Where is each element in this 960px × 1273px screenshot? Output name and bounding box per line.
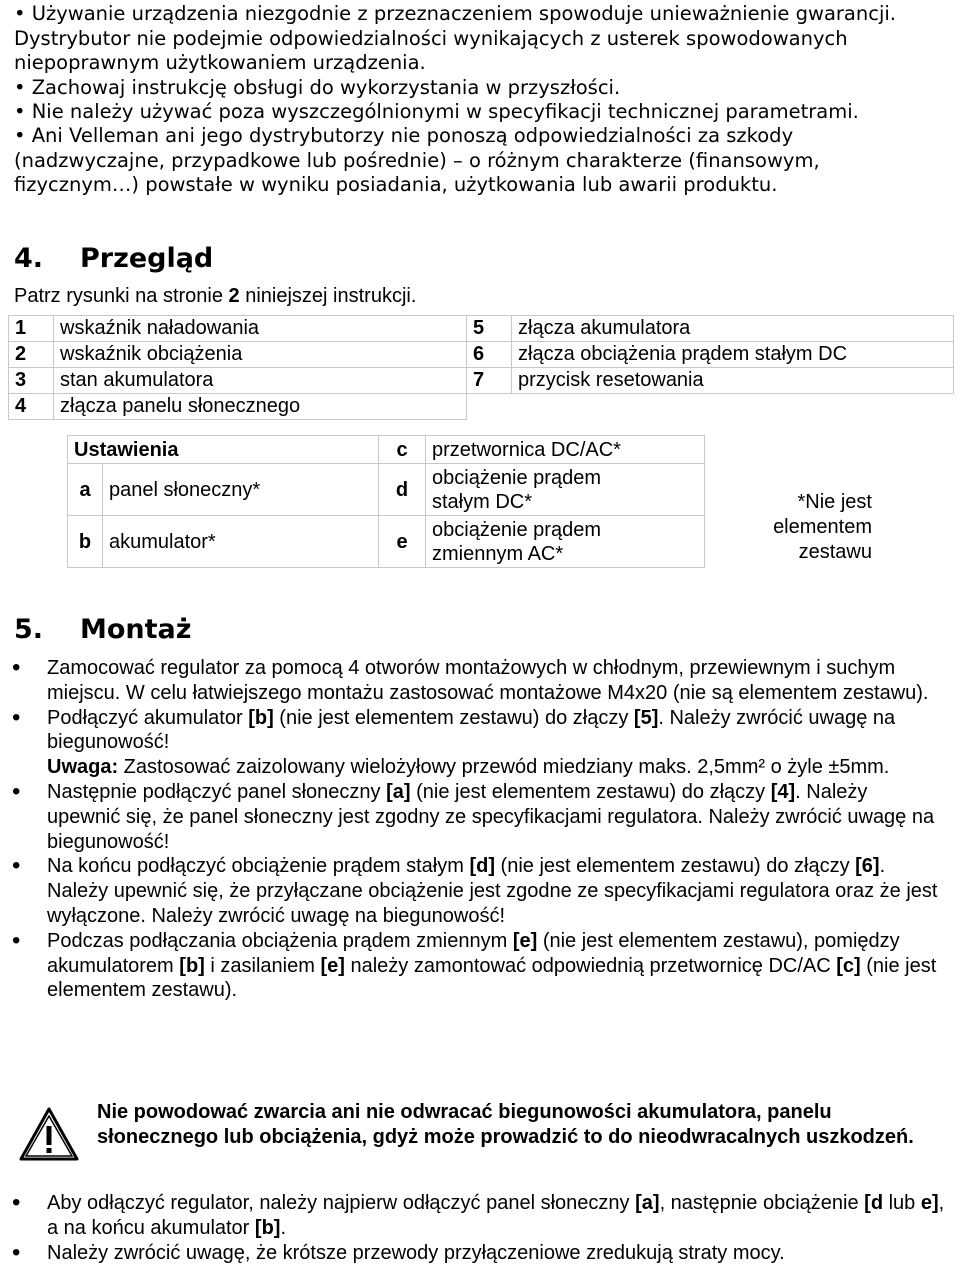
list-item: • Należy zwrócić uwagę, że krótsze przewody przyłączeniowe zredukują straty mocy.	[0, 1241, 960, 1266]
settings-label: przetwornica DC/AC*	[426, 436, 705, 464]
item-label: złącza akumulatora	[512, 316, 954, 342]
list-item: • Aby odłączyć regulator, należy najpierw odłączyć panel słoneczny [a], następnie obciążenie [d lub e], a na końcu akumulator [b].	[0, 1191, 960, 1241]
section-5-number: 5.	[14, 614, 44, 645]
item-label: złącza obciążenia prądem stałym DC	[512, 342, 954, 368]
settings-label: panel słoneczny*	[103, 464, 379, 516]
table-row	[9, 368, 954, 394]
disconnect-steps	[0, 1191, 960, 1265]
list-item: • Następnie podłączyć panel słoneczny [a] (nie jest elementem zestawu) do złączy [4]. Należy upewnić się, że panel słoneczny jest zgodny ze specyfikacjami regulatora. Należy zwrócić uwagę na biegunowość!	[0, 780, 960, 854]
item-label: stan akumulatora	[54, 368, 467, 394]
settings-label: obciążenie prądem zmiennym AC*	[426, 516, 705, 568]
settings-header: Ustawienia	[68, 436, 379, 464]
table-row	[9, 394, 954, 420]
item-label: złącza panelu słonecznego	[54, 394, 467, 420]
intro-bullet-liability: • Ani Velleman ani jego dystrybutorzy nie ponoszą odpowiedzialności za szkody (nadzwyczajne, przypadkowe lub pośrednie) – o różnym charakterze (finansowym, fizycznym…) powstałe w wyniku posiadania, użytkowania lub awarii produktu.	[14, 124, 820, 196]
list-item: • Na końcu podłączyć obciążenie prądem stałym [d] (nie jest elementem zestawu) do złączy [6]. Należy upewnić się, że przyłączane obciążenie jest zgodne ze specyfikacjami regulatora oraz że jest wyłączone. Należy zwrócić uwagę na biegunowość!	[0, 854, 960, 928]
table-row	[9, 316, 954, 342]
intro-bullet-parameters: • Nie należy używać poza wyszczególnionymi w specyfikacji technicznej parametrami.	[14, 100, 859, 123]
intro-bullet-warranty: • Używanie urządzenia niezgodnie z przeznaczeniem spowoduje unieważnienie gwarancji. Dystrybutor nie podejmie odpowiedzialności wynikających z usterek spowodowanych niepoprawnym użytkowaniem urządzenia.	[14, 2, 896, 74]
section-4-heading	[14, 243, 213, 275]
item-number: 4	[9, 394, 54, 420]
warning-triangle-icon	[18, 1106, 80, 1162]
section-5-title: Montaż	[80, 614, 192, 645]
settings-letter: e	[379, 516, 426, 568]
settings-letter: a	[68, 464, 103, 516]
section-4-title: Przegląd	[80, 243, 214, 274]
warning-text: Nie powodować zwarcia ani nie odwracać biegunowości akumulatora, panelu słonecznego lub obciążenia, gdyż może prowadzić to do nieodwracalnych uszkodzeń.	[97, 1101, 914, 1148]
settings-letter: d	[379, 464, 426, 516]
settings-letter: c	[379, 436, 426, 464]
section-4-number: 4.	[14, 243, 44, 274]
intro-bullet-keep-manual: • Zachowaj instrukcję obsługi do wykorzystania w przyszłości.	[14, 76, 621, 99]
item-number: 1	[9, 316, 54, 342]
item-label: przycisk resetowania	[512, 368, 954, 394]
table-row	[68, 464, 705, 516]
item-label: wskaźnik naładowania	[54, 316, 467, 342]
list-item: • Podczas podłączania obciążenia prądem zmiennym [e] (nie jest elementem zestawu), pomiędzy akumulatorem [b] i zasilaniem [e] należy zamontować odpowiednią przetwornicę DC/AC [c] (nie jest elementem zestawu).	[0, 929, 960, 1003]
warning-block	[14, 1100, 944, 1150]
settings-letter: b	[68, 516, 103, 568]
item-number: 2	[9, 342, 54, 368]
list-item: • Podłączyć akumulator [b] (nie jest elementem zestawu) do złączy [5]. Należy zwrócić uwagę na biegunowość! Uwaga: Zastosować zaizolowany wielożyłowy przewód miedziany maks. 2,5mm² o żyle ±5mm.	[0, 706, 960, 780]
figure-reference: Patrz rysunki na stronie 2 niniejszej instrukcji.	[14, 285, 417, 307]
settings-table	[67, 435, 705, 568]
overview-table	[8, 315, 954, 420]
section-5-heading	[14, 614, 191, 646]
item-number: 3	[9, 368, 54, 394]
table-row	[68, 436, 705, 464]
empty-cell	[467, 394, 954, 420]
mounting-steps	[0, 656, 960, 1003]
item-number: 6	[467, 342, 512, 368]
table-row	[9, 342, 954, 368]
item-number: 5	[467, 316, 512, 342]
item-label: wskaźnik obciążenia	[54, 342, 467, 368]
list-item: • Zamocować regulator za pomocą 4 otworów montażowych w chłodnym, przewiewnym i suchym miejscu. W celu łatwiejszego montażu zastosować montażowe M4x20 (nie są elementem zestawu).	[0, 656, 960, 706]
not-included-note: *Nie jest elementem zestawu	[773, 491, 872, 563]
settings-label: obciążenie prądem stałym DC*	[426, 464, 705, 516]
settings-label: akumulator*	[103, 516, 379, 568]
item-number: 7	[467, 368, 512, 394]
table-row	[68, 516, 705, 568]
